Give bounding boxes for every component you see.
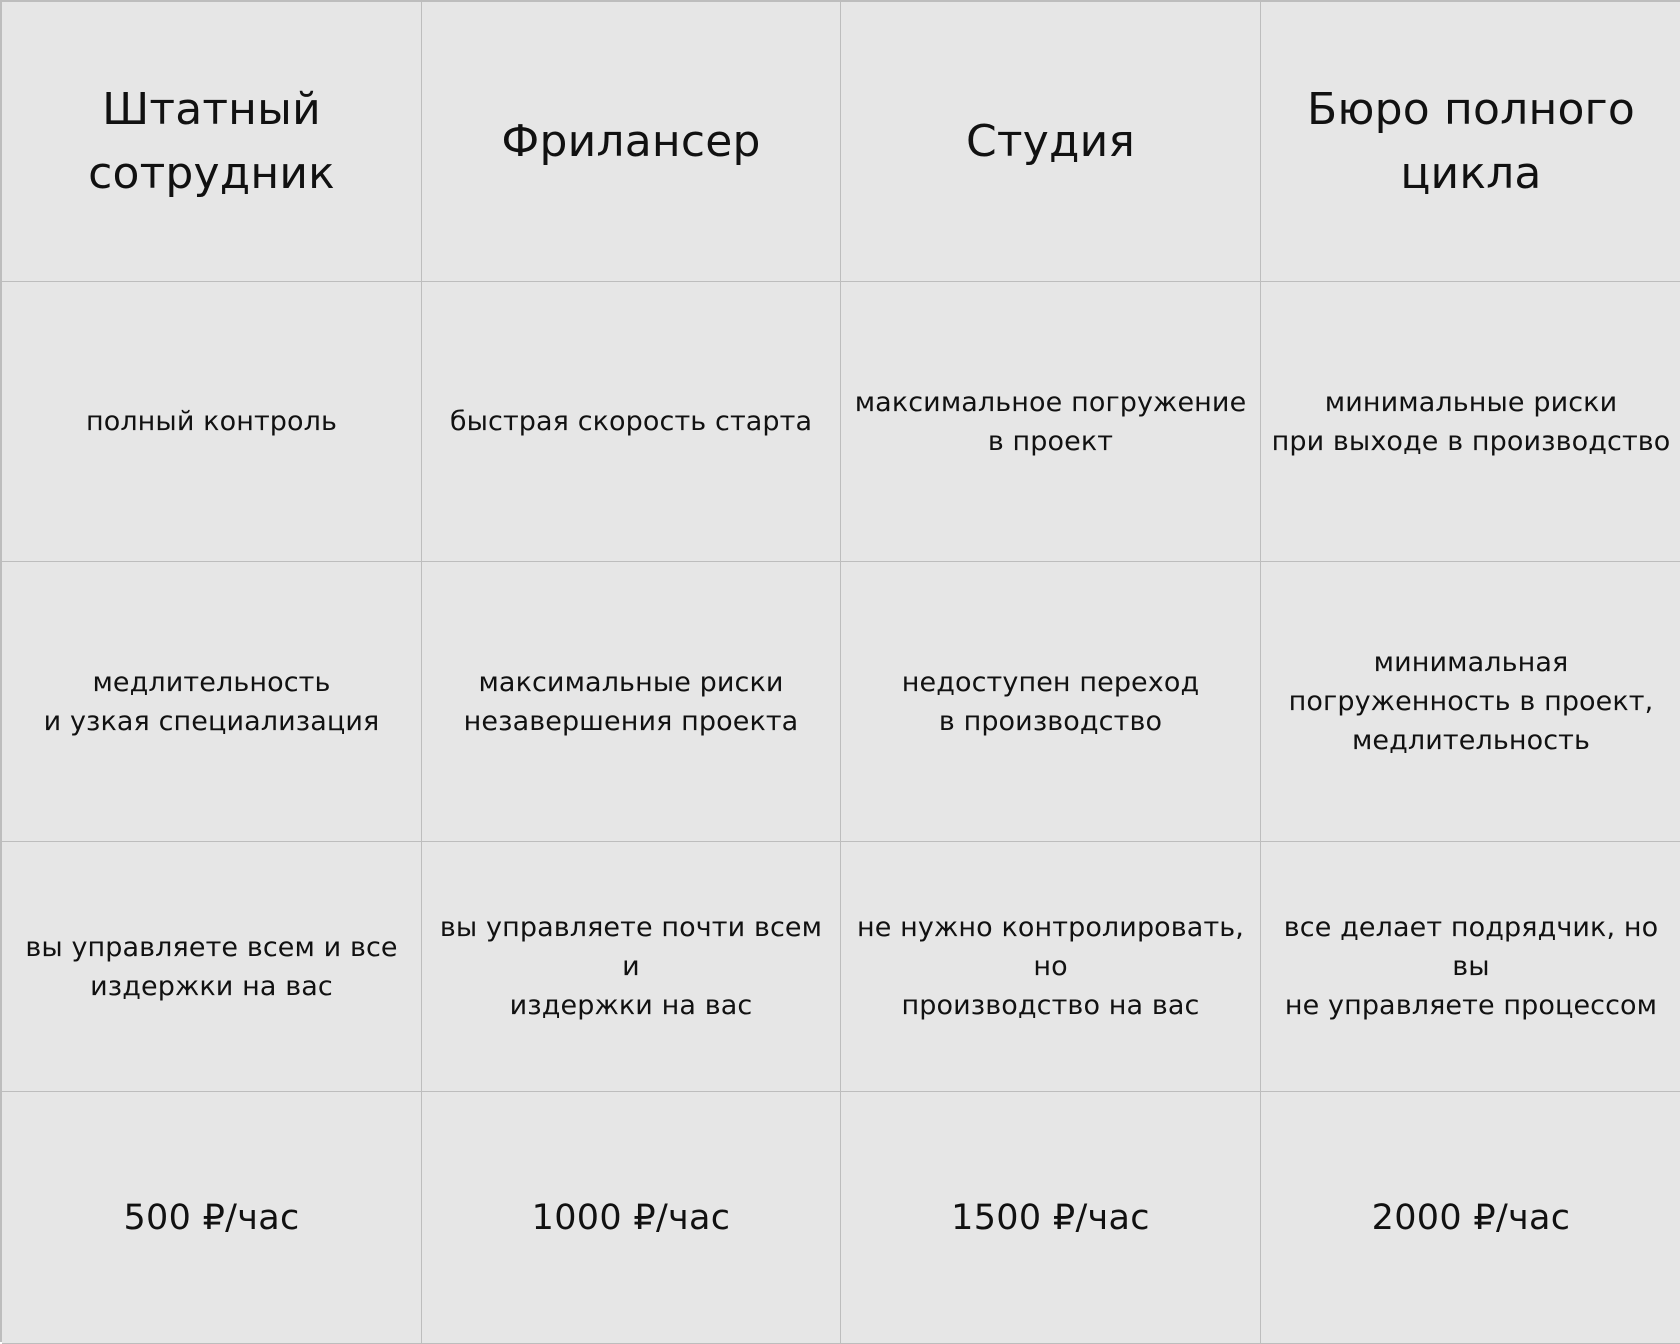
table-cell [841,842,1261,1092]
header-label: Штатный сотрудник [88,83,335,199]
price-cell [2,1092,422,1344]
cell-text: недоступен переход в производство [901,666,1200,737]
table-cell [841,562,1261,842]
price-cell [1261,1092,1680,1344]
table-cell [422,282,841,562]
cell-text: минимальные риски при выходе в производство [1271,386,1671,457]
table-cell [841,282,1261,562]
cell-text: все делает подрядчик, но вы не управляете процессом [1283,912,1659,1021]
price-cell [422,1092,841,1344]
table-cell [2,842,422,1092]
header-label: Студия [965,115,1136,167]
table-cell [1261,282,1680,562]
cell-text: вы управляете всем и все издержки на вас [25,931,398,1002]
cell-text: быстрая скорость старта [449,406,813,437]
price-value: 500 ₽/час [123,1197,300,1238]
cell-text: вы управляете почти всем и издержки на вас [439,912,823,1021]
price-cell [841,1092,1261,1344]
cell-text: максимальные риски незавершения проекта [463,666,799,737]
cell-text: медлительность и узкая специализация [43,666,380,737]
header-cell-staff [2,2,422,282]
table-cell [1261,562,1680,842]
table-cell [422,842,841,1092]
header-cell-full-cycle-bureau [1261,2,1680,282]
header-label: Бюро полного цикла [1307,83,1635,199]
table-cell [422,562,841,842]
table-cell [1261,842,1680,1092]
cell-text: максимальное погружение в проект [854,386,1247,457]
price-value: 1000 ₽/час [531,1197,731,1238]
cell-text: минимальная погруженность в проект, медлительность [1288,647,1654,756]
header-label: Фрилансер [501,115,761,167]
price-value: 1500 ₽/час [951,1197,1150,1238]
header-cell-freelancer [422,2,841,282]
price-value: 2000 ₽/час [1371,1197,1571,1238]
cell-text: полный контроль [85,406,338,437]
table-cell [2,282,422,562]
header-cell-studio [841,2,1261,282]
table-cell [2,562,422,842]
cell-text: не нужно контролировать, но производство на вас [857,912,1244,1021]
